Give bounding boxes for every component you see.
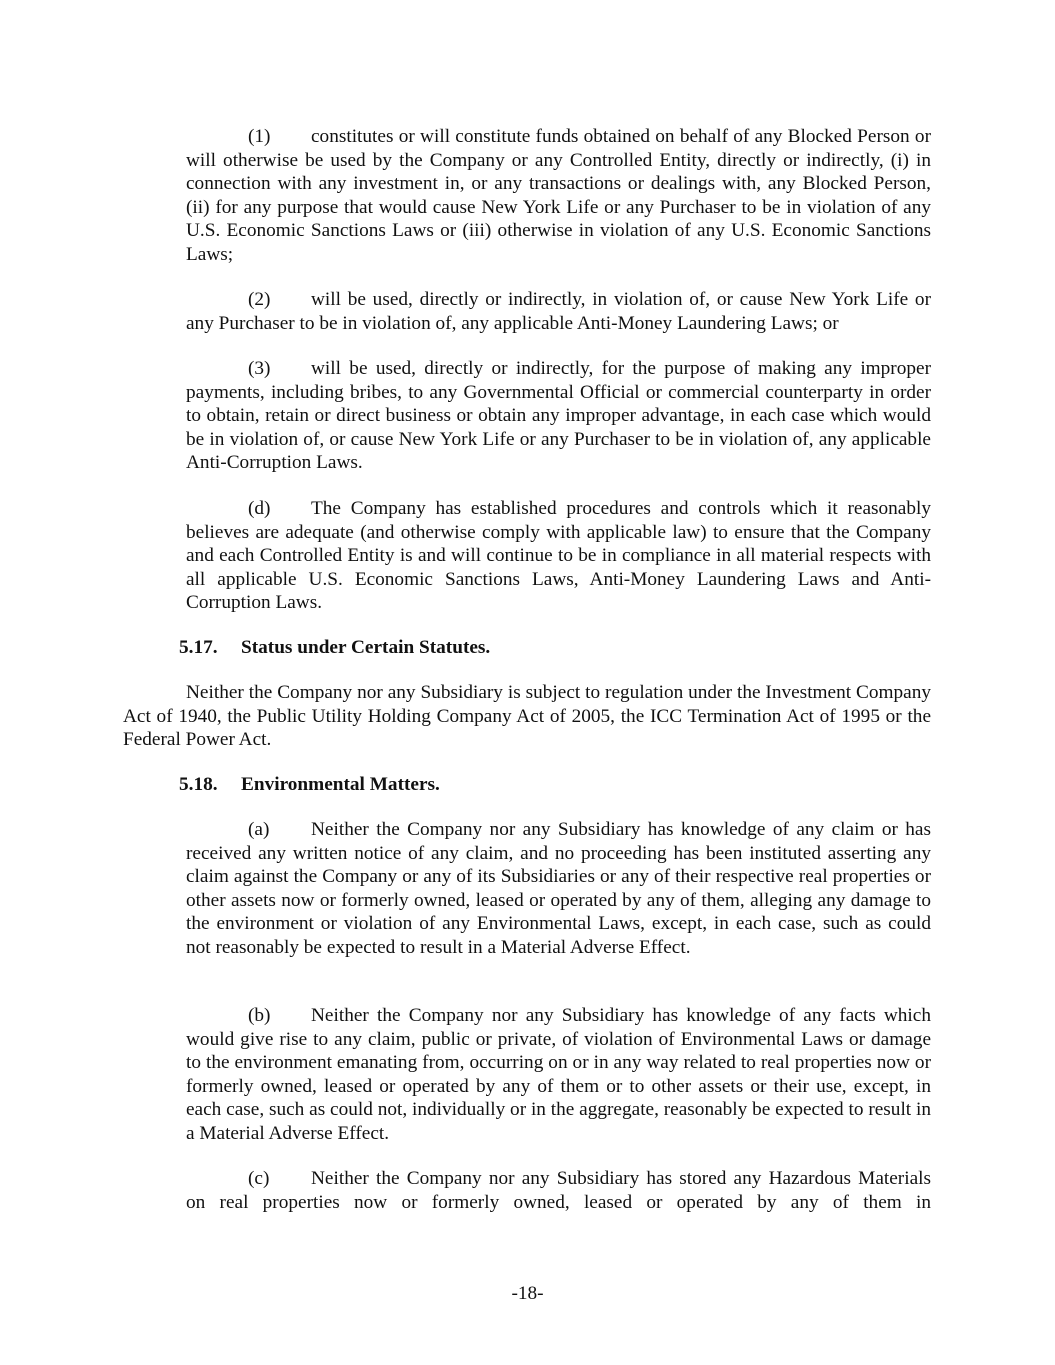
sub-item-c xyxy=(186,1167,931,1214)
page-number: -18- xyxy=(511,1283,544,1304)
section-heading-5-17 xyxy=(179,636,490,660)
sub-item-label: (2) xyxy=(248,289,271,310)
sub-item-text: Neither the Company nor any Subsidiary has knowledge of any facts which would give rise to any claim, public or private, of violation of Environmental Laws or damage to the environment emanating from, occurring on or in any way related to real properties now or formerly owned, leased or operated by any of them or to other assets or their use, except, in each case, such as could not, individually or in the aggregate, reasonably be expected to result in a Material Adverse Effect. xyxy=(186,1005,931,1144)
sub-item-label: (1) xyxy=(248,126,271,147)
sub-item-a xyxy=(186,818,931,960)
sub-item-label: (c) xyxy=(248,1168,270,1189)
sub-item-label: (d) xyxy=(248,498,271,519)
section-heading-5-18 xyxy=(179,773,440,797)
section-title: Environmental Matters. xyxy=(241,774,440,795)
sub-item-text: constitutes or will constitute funds obtained on behalf of any Blocked Person or will otherwise be used by the Company or any Controlled Entity, directly or indirectly, (i) in connection with any investment in, or any transactions or dealings with, any Blocked Person, (ii) for any purpose that would cause New York Life or any Purchaser to be in violation of any U.S. Economic Sanctions Laws or (iii) otherwise in violation of any U.S. Economic Sanctions Laws; xyxy=(186,126,931,265)
sub-item-1 xyxy=(186,125,931,267)
sub-item-label: (3) xyxy=(248,358,271,379)
sub-item-b xyxy=(186,1004,931,1146)
sub-item-label: (a) xyxy=(248,819,270,840)
section-5-17-body: Neither the Company nor any Subsidiary is subject to regulation under the Investment Company Act of 1940, the Public Utility Holding Company Act of 2005, the ICC Termination Act of 1995 or the Federal Power Act. xyxy=(123,682,931,751)
sub-item-text: will be used, directly or indirectly, in violation of, or cause New York Life or any Purchaser to be in violation of, any applicable Anti-Money Laundering Laws; or xyxy=(186,289,931,334)
section-number: 5.17. xyxy=(179,637,218,658)
sub-item-text: The Company has established procedures and controls which it reasonably believes are adequate (and otherwise comply with applicable law) to ensure that the Company and each Controlled Entity is and will continue to be in compliance in all material respects with all applicable U.S. Economic Sanctions Laws, Anti-Money Laundering Laws and Anti-Corruption Laws. xyxy=(186,498,931,614)
section-title: Status under Certain Statutes. xyxy=(241,637,491,658)
sub-item-text: Neither the Company nor any Subsidiary has knowledge of any claim or has received any written notice of any claim, and no proceeding has been instituted asserting any claim against the Company or any of its Subsidiaries or any of their respective real properties or other assets now or formerly owned, leased or operated by any of them, alleging any damage to the environment or violation of any Environmental Laws, except, in each case, such as could not reasonably be expected to result in a Material Adverse Effect. xyxy=(186,819,931,958)
sub-item-2 xyxy=(186,288,931,335)
sub-item-d xyxy=(186,497,931,615)
sub-item-text: will be used, directly or indirectly, for the purpose of making any improper payments, including bribes, to any Governmental Official or commercial counterparty in order to obtain, retain or direct business or obtain any improper advantage, in each case which would be in violation of, or cause New York Life or any Purchaser to be in violation of, any applicable Anti-Corruption Laws. xyxy=(186,358,931,474)
section-number: 5.18. xyxy=(179,774,218,795)
sub-item-text: Neither the Company nor any Subsidiary has stored any Hazardous Materials on real properties now or formerly owned, leased or operated by any of them in xyxy=(186,1168,931,1213)
sub-item-label: (b) xyxy=(248,1005,271,1026)
sub-item-3 xyxy=(186,357,931,475)
